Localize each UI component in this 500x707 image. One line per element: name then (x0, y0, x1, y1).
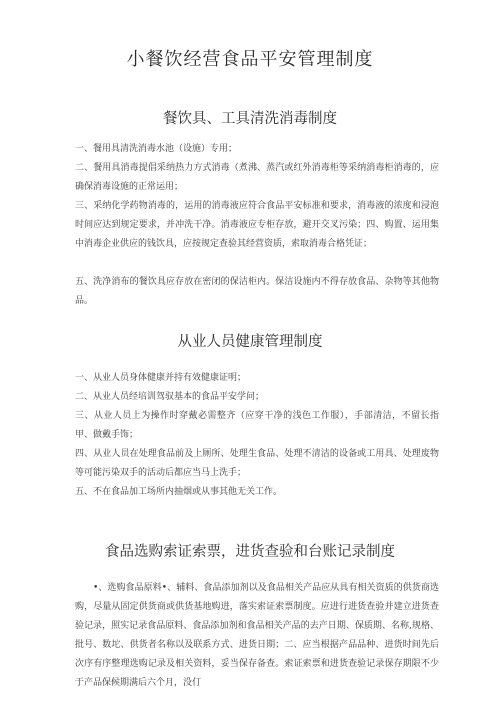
paragraph: 五、洗净消布的餐饮具应存放在密闭的保洁柜内。保洁设施内不得存放食品、杂物等其他物品。 (75, 277, 439, 306)
paragraph: 五、不在食品加工场所内抽烟或从事其他无关工作。 (75, 487, 283, 497)
paragraph: 三、采纳化学药物消毒的，运用的消毒液应符合食品平安标准和要求，消毒液的浓度和浸泡时间应达到规定要求，并冲洗干净。消毒液应专柜存放，避开交叉污染；四、购置、运用集中消毒企业供应的钱饮具，应按规定查验其经营资质，索取消毒合格凭证； (75, 201, 439, 249)
paragraph: 一、餐用具清洗消毒水池（设施）专用； (75, 144, 238, 154)
section-heading-procurement: 食品选购索证索票，进货查验和台账记录制度 (105, 544, 395, 560)
document-title: 小餐饮经营食品平安管理制度 (126, 49, 374, 70)
paragraph: 三、从业人员上为操作时穿戴必需整齐（应穿干净的浅色工作服），手部清洁，不留长指甲、做戴手饰； (75, 411, 439, 440)
section-heading-cleaning: 餐饮具、工具清洗消毒制度 (163, 111, 337, 127)
paragraph: 一、从业人员身体健康并持有效健康证明； (75, 373, 247, 383)
paragraph: 四、从业人员在处理食品前及上厕所、处理生食品、处理不清洁的设备或工用具、处理废物等可能污染双手的活动后都应当马上洗手； (75, 449, 439, 478)
section-heading-health: 从业人员健康管理制度 (177, 334, 323, 350)
paragraph: •、选购食品原料•、辅料、食品添加剂以及食品相关产品应从具有相关资质的供货商选购，尽量从固定供货商或供货基地购进，落实索证索票制度。应进行进货查验并建立进货查验记录，照实记录食品原料、食品添加剂和食品相关产品的去产日期、保质期、名称,规格、批号、数坨、供货者名称以及联系方式、进货日期；二、应当根据产品品种、进货时间先后次序有序整理选购记录及相关资料，妥当保存备查。索证索票和进货查验记录保存期限不少于产品保候期满后六个月，没仃 (75, 583, 439, 688)
paragraph: 二、餐用具消毒提倡采纳热力方式消毒（煮沸、蒸汽或红外消毒柜等采纳消毒柜消毒的，应确保消毒设施的正常运用； (75, 163, 439, 192)
paragraph: 二、从业人员经培训驾驭基本的食品平安学问； (75, 392, 265, 402)
